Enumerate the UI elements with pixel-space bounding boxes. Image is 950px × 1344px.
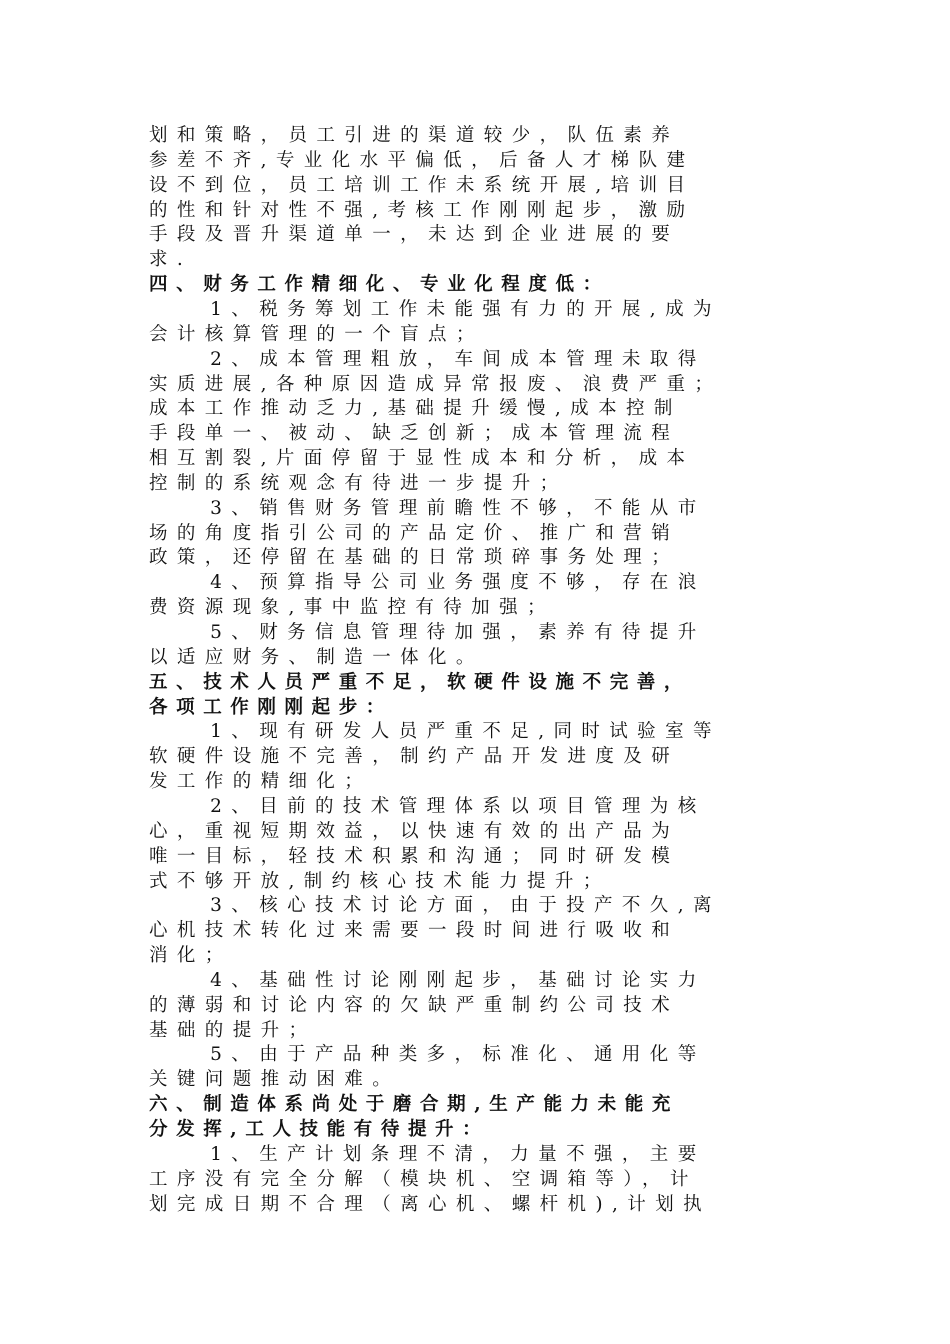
text-line: 参差不齐,专业化水平偏低，后备人才梯队建 xyxy=(149,149,695,171)
text-line: 费资源现象,事中监控有待加强； xyxy=(149,597,555,619)
section-heading: 五、技术人员严重不足，软硬件设施不完善， xyxy=(149,671,692,693)
text-line: 发工作的精细化； xyxy=(149,771,373,793)
text-line: 心，重视短期效益，以快速有效的出产品为 xyxy=(149,820,680,842)
text-line: 关键问题推动困难。 xyxy=(149,1069,401,1091)
text-line: 4、基础性讨论刚刚起步，基础讨论实力 xyxy=(149,969,706,991)
text-line: 1、生产计划条理不清，力量不强，主要 xyxy=(149,1143,706,1165)
text-line: 成本工作推动乏力,基础提升缓慢,成本控制 xyxy=(149,398,682,420)
text-line: 划完成日期不合理（离心机、螺杆机),计划执 xyxy=(149,1193,711,1215)
text-line: 4、预算指导公司业务强度不够，存在浪 xyxy=(149,572,706,594)
text-line: 手段单一、被动、缺乏创新；成本管理流程 xyxy=(149,423,680,445)
text-line: 求. xyxy=(149,249,193,271)
text-line: 心机技术转化过来需要一段时间进行吸收和 xyxy=(149,920,680,942)
text-line: 实质进展,各种原因造成异常报废、浪费严重； xyxy=(149,373,723,395)
text-line: 2、成本管理粗放，车间成本管理未取得 xyxy=(149,348,706,370)
text-line: 3、销售财务管理前瞻性不够，不能从市 xyxy=(149,497,706,519)
text-line: 工序没有完全分解（模块机、空调箱等），计 xyxy=(149,1168,698,1190)
text-line: 基础的提升； xyxy=(149,1019,317,1041)
text-line: 3、核心技术讨论方面，由于投产不久,离 xyxy=(149,895,721,917)
text-line: 1、税务筹划工作未能强有力的开展,成为 xyxy=(149,298,721,320)
text-line: 场的角度指引公司的产品定价、推广和营销 xyxy=(149,522,680,544)
text-line: 消化； xyxy=(149,945,233,967)
text-line: 软硬件设施不完善，制约产品开发进度及研 xyxy=(149,746,680,768)
text-line: 5、财务信息管理待加强，素养有待提升 xyxy=(149,622,706,643)
text-line: 划和策略，员工引进的渠道较少，队伍素养 xyxy=(149,125,680,146)
text-line: 5、由于产品种类多，标准化、通用化等 xyxy=(149,1044,706,1066)
section-heading: 六、制造体系尚处于磨合期,生产能力未能充 xyxy=(149,1094,679,1116)
text-line: 会计核算管理的一个盲点； xyxy=(149,323,484,345)
text-line: 控制的系统观念有待进一步提升； xyxy=(149,472,568,494)
section-heading: 四、财务工作精细化、专业化程度低： xyxy=(149,274,610,296)
text-line: 的薄弱和讨论内容的欠缺严重制约公司技术 xyxy=(149,994,680,1016)
section-heading: 各项工作刚刚起步： xyxy=(149,696,393,718)
text-line: 的性和针对性不强,考核工作刚刚起步，激励 xyxy=(149,199,695,221)
text-line: 以适应财务、制造一体化。 xyxy=(149,646,484,668)
text-line: 手段及晋升渠道单一，未达到企业进展的要 xyxy=(149,224,680,246)
text-line: 唯一目标，轻技术积累和沟通；同时研发模 xyxy=(149,845,680,867)
text-line: 1、现有研发人员严重不足,同时试验室等 xyxy=(149,721,721,743)
text-line: 相互割裂,片面停留于显性成本和分析，成本 xyxy=(149,448,695,470)
text-line: 设不到位，员工培训工作未系统开展,培训目 xyxy=(149,174,695,196)
text-line: 式不够开放,制约核心技术能力提升； xyxy=(149,870,611,892)
text-line: 政策，还停留在基础的日常琐碎事务处理； xyxy=(149,547,680,569)
text-line: 2、目前的技术管理体系以项目管理为核 xyxy=(149,795,706,817)
section-heading: 分发挥,工人技能有待提升： xyxy=(149,1119,490,1140)
